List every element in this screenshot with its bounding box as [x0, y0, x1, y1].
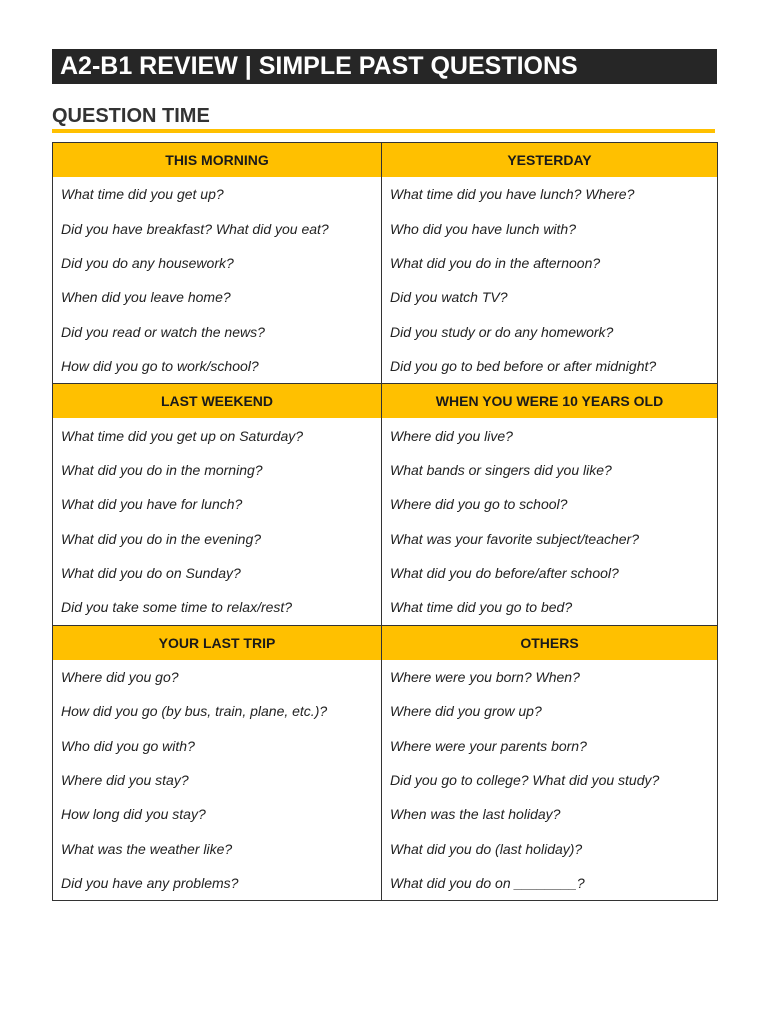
question-cell: What did you do in the afternoon? — [390, 254, 601, 271]
table-row — [53, 728, 718, 762]
question-cell: When did you leave home? — [53, 280, 382, 314]
section-heading: LAST WEEKEND — [53, 384, 382, 419]
question-cell: Who did you have lunch with? — [390, 220, 576, 237]
section-heading: THIS MORNING — [53, 143, 382, 178]
table-row — [53, 453, 718, 487]
section-header-row — [53, 625, 718, 660]
question-cell: What bands or singers did you like? — [390, 461, 612, 478]
question-cell: What was your favorite subject/teacher? — [390, 530, 640, 547]
question-cell: Where were you born? When? — [390, 668, 580, 685]
table-row — [53, 211, 718, 245]
table-row — [53, 349, 718, 384]
question-cell: Where did you stay? — [53, 763, 382, 797]
question-cell: Did you have breakfast? What did you eat? — [53, 211, 382, 245]
question-cell: What did you do before/after school? — [390, 565, 619, 582]
question-cell: When was the last holiday? — [390, 806, 561, 823]
question-cell: What time did you go to bed? — [390, 599, 573, 616]
question-cell: What did you do on ________? — [390, 875, 585, 892]
question-cell: What time did you have lunch? Where? — [390, 186, 635, 203]
question-cell: Did you take some time to relax/rest? — [53, 590, 382, 625]
question-cell: What did you have for lunch? — [53, 487, 382, 521]
table-row — [53, 556, 718, 590]
table-row — [53, 660, 718, 694]
table-row — [53, 832, 718, 866]
question-cell: Where did you go to school? — [390, 496, 568, 513]
question-cell: What did you do (last holiday)? — [390, 840, 583, 857]
question-cell: Where were your parents born? — [390, 737, 587, 754]
question-cell: Did you go to college? What did you study? — [390, 772, 660, 789]
table-row — [53, 177, 718, 211]
question-cell: Who did you go with? — [53, 728, 382, 762]
table-row — [53, 694, 718, 728]
section-heading: YOUR LAST TRIP — [53, 625, 382, 660]
question-cell: Where did you live? — [390, 427, 513, 444]
table-row — [53, 418, 718, 452]
subtitle-underline — [52, 129, 715, 133]
question-cell: What was the weather like? — [53, 832, 382, 866]
table-row — [53, 590, 718, 625]
question-cell: Did you watch TV? — [390, 289, 508, 306]
question-cell: How did you go (by bus, train, plane, etc.)? — [53, 694, 382, 728]
section-header-row — [53, 384, 718, 419]
questions-table — [52, 142, 718, 901]
table-row — [53, 280, 718, 314]
section-heading: YESTERDAY — [382, 143, 718, 178]
section-heading: OTHERS — [382, 625, 718, 660]
section-heading: WHEN YOU WERE 10 YEARS OLD — [382, 384, 718, 419]
question-cell: What time did you get up? — [53, 177, 382, 211]
table-row — [53, 763, 718, 797]
question-cell: Did you go to bed before or after midnight? — [390, 358, 657, 375]
table-row — [53, 866, 718, 901]
question-cell: How did you go to work/school? — [53, 349, 382, 384]
question-cell: Where did you grow up? — [390, 703, 542, 720]
table-row — [53, 315, 718, 349]
table-row — [53, 487, 718, 521]
page-title: A2-B1 REVIEW | SIMPLE PAST QUESTIONS — [52, 49, 717, 84]
question-cell: Did you do any housework? — [53, 246, 382, 280]
question-cell: Did you have any problems? — [53, 866, 382, 901]
section-header-row — [53, 143, 718, 178]
question-cell: What did you do in the morning? — [53, 453, 382, 487]
question-cell: Did you read or watch the news? — [53, 315, 382, 349]
table-row — [53, 246, 718, 280]
table-row — [53, 797, 718, 831]
question-cell: Where did you go? — [53, 660, 382, 694]
section-subtitle: QUESTION TIME — [52, 105, 210, 127]
question-cell: Did you study or do any homework? — [390, 323, 614, 340]
question-cell: What did you do on Sunday? — [53, 556, 382, 590]
question-cell: What did you do in the evening? — [53, 522, 382, 556]
question-cell: How long did you stay? — [53, 797, 382, 831]
table-row — [53, 522, 718, 556]
question-cell: What time did you get up on Saturday? — [53, 418, 382, 452]
